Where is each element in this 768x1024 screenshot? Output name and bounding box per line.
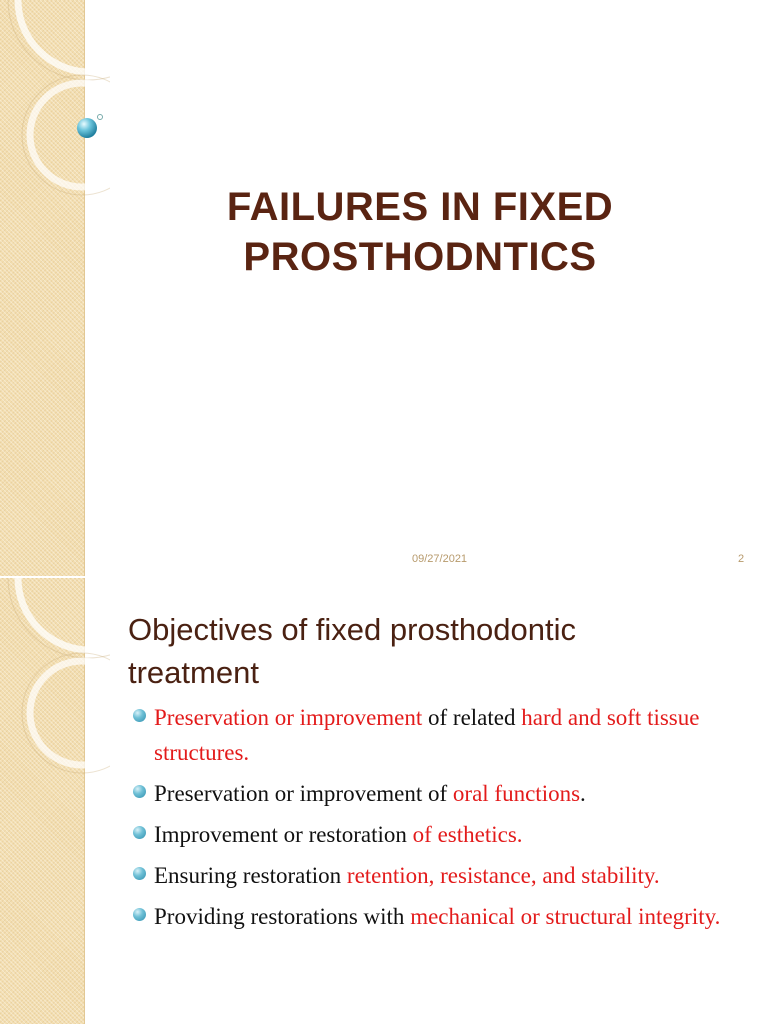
list-item-text: Improvement or restoration [154,822,413,847]
bullet-dot-icon [133,826,146,839]
list-item [132,700,752,770]
decorative-circles-icon [0,0,110,200]
page-number: 2 [738,553,745,565]
list-item [132,817,752,852]
footer-date: 09/27/2021 [412,553,468,565]
list-item-text: of related [422,705,522,730]
list-item-text: hard and soft tissue structures [154,705,700,765]
list-item-text: Preservation or improvement [154,705,423,730]
objectives-list [132,700,752,940]
list-item-text: oral functions [452,781,581,806]
decorative-circles-icon [0,578,110,778]
bullet-dot-icon [133,785,146,798]
list-item [132,776,752,811]
list-item-text: of esthetics. [412,822,523,847]
bullet-dot-icon [133,908,146,921]
slide-heading-line-1: Objectives of fixed prosthodontic [128,612,577,647]
bullet-dot-icon [133,867,146,880]
list-item-text: Ensuring restoration [154,863,347,888]
list-item-text: Preservation or improvement of [154,781,453,806]
bullet-dot-icon [133,709,146,722]
slide-heading [128,608,728,694]
objectives-slide [0,578,768,1024]
list-item [132,858,752,893]
slide-heading-line-2: treatment [128,655,259,690]
slide-title-line-2: PROSTHODNTICS [243,235,597,279]
slide-title [150,182,690,282]
list-item-text: retention, resistance, and stability. [346,863,660,888]
list-item-text: . [580,781,586,806]
list-item [132,899,752,934]
list-item-text: Providing restorations with [154,904,411,929]
slide-title-line-1: FAILURES IN FIXED [226,185,614,229]
list-item-text: mechanical or structural integrity. [410,904,721,929]
list-item-text: . [243,740,250,765]
